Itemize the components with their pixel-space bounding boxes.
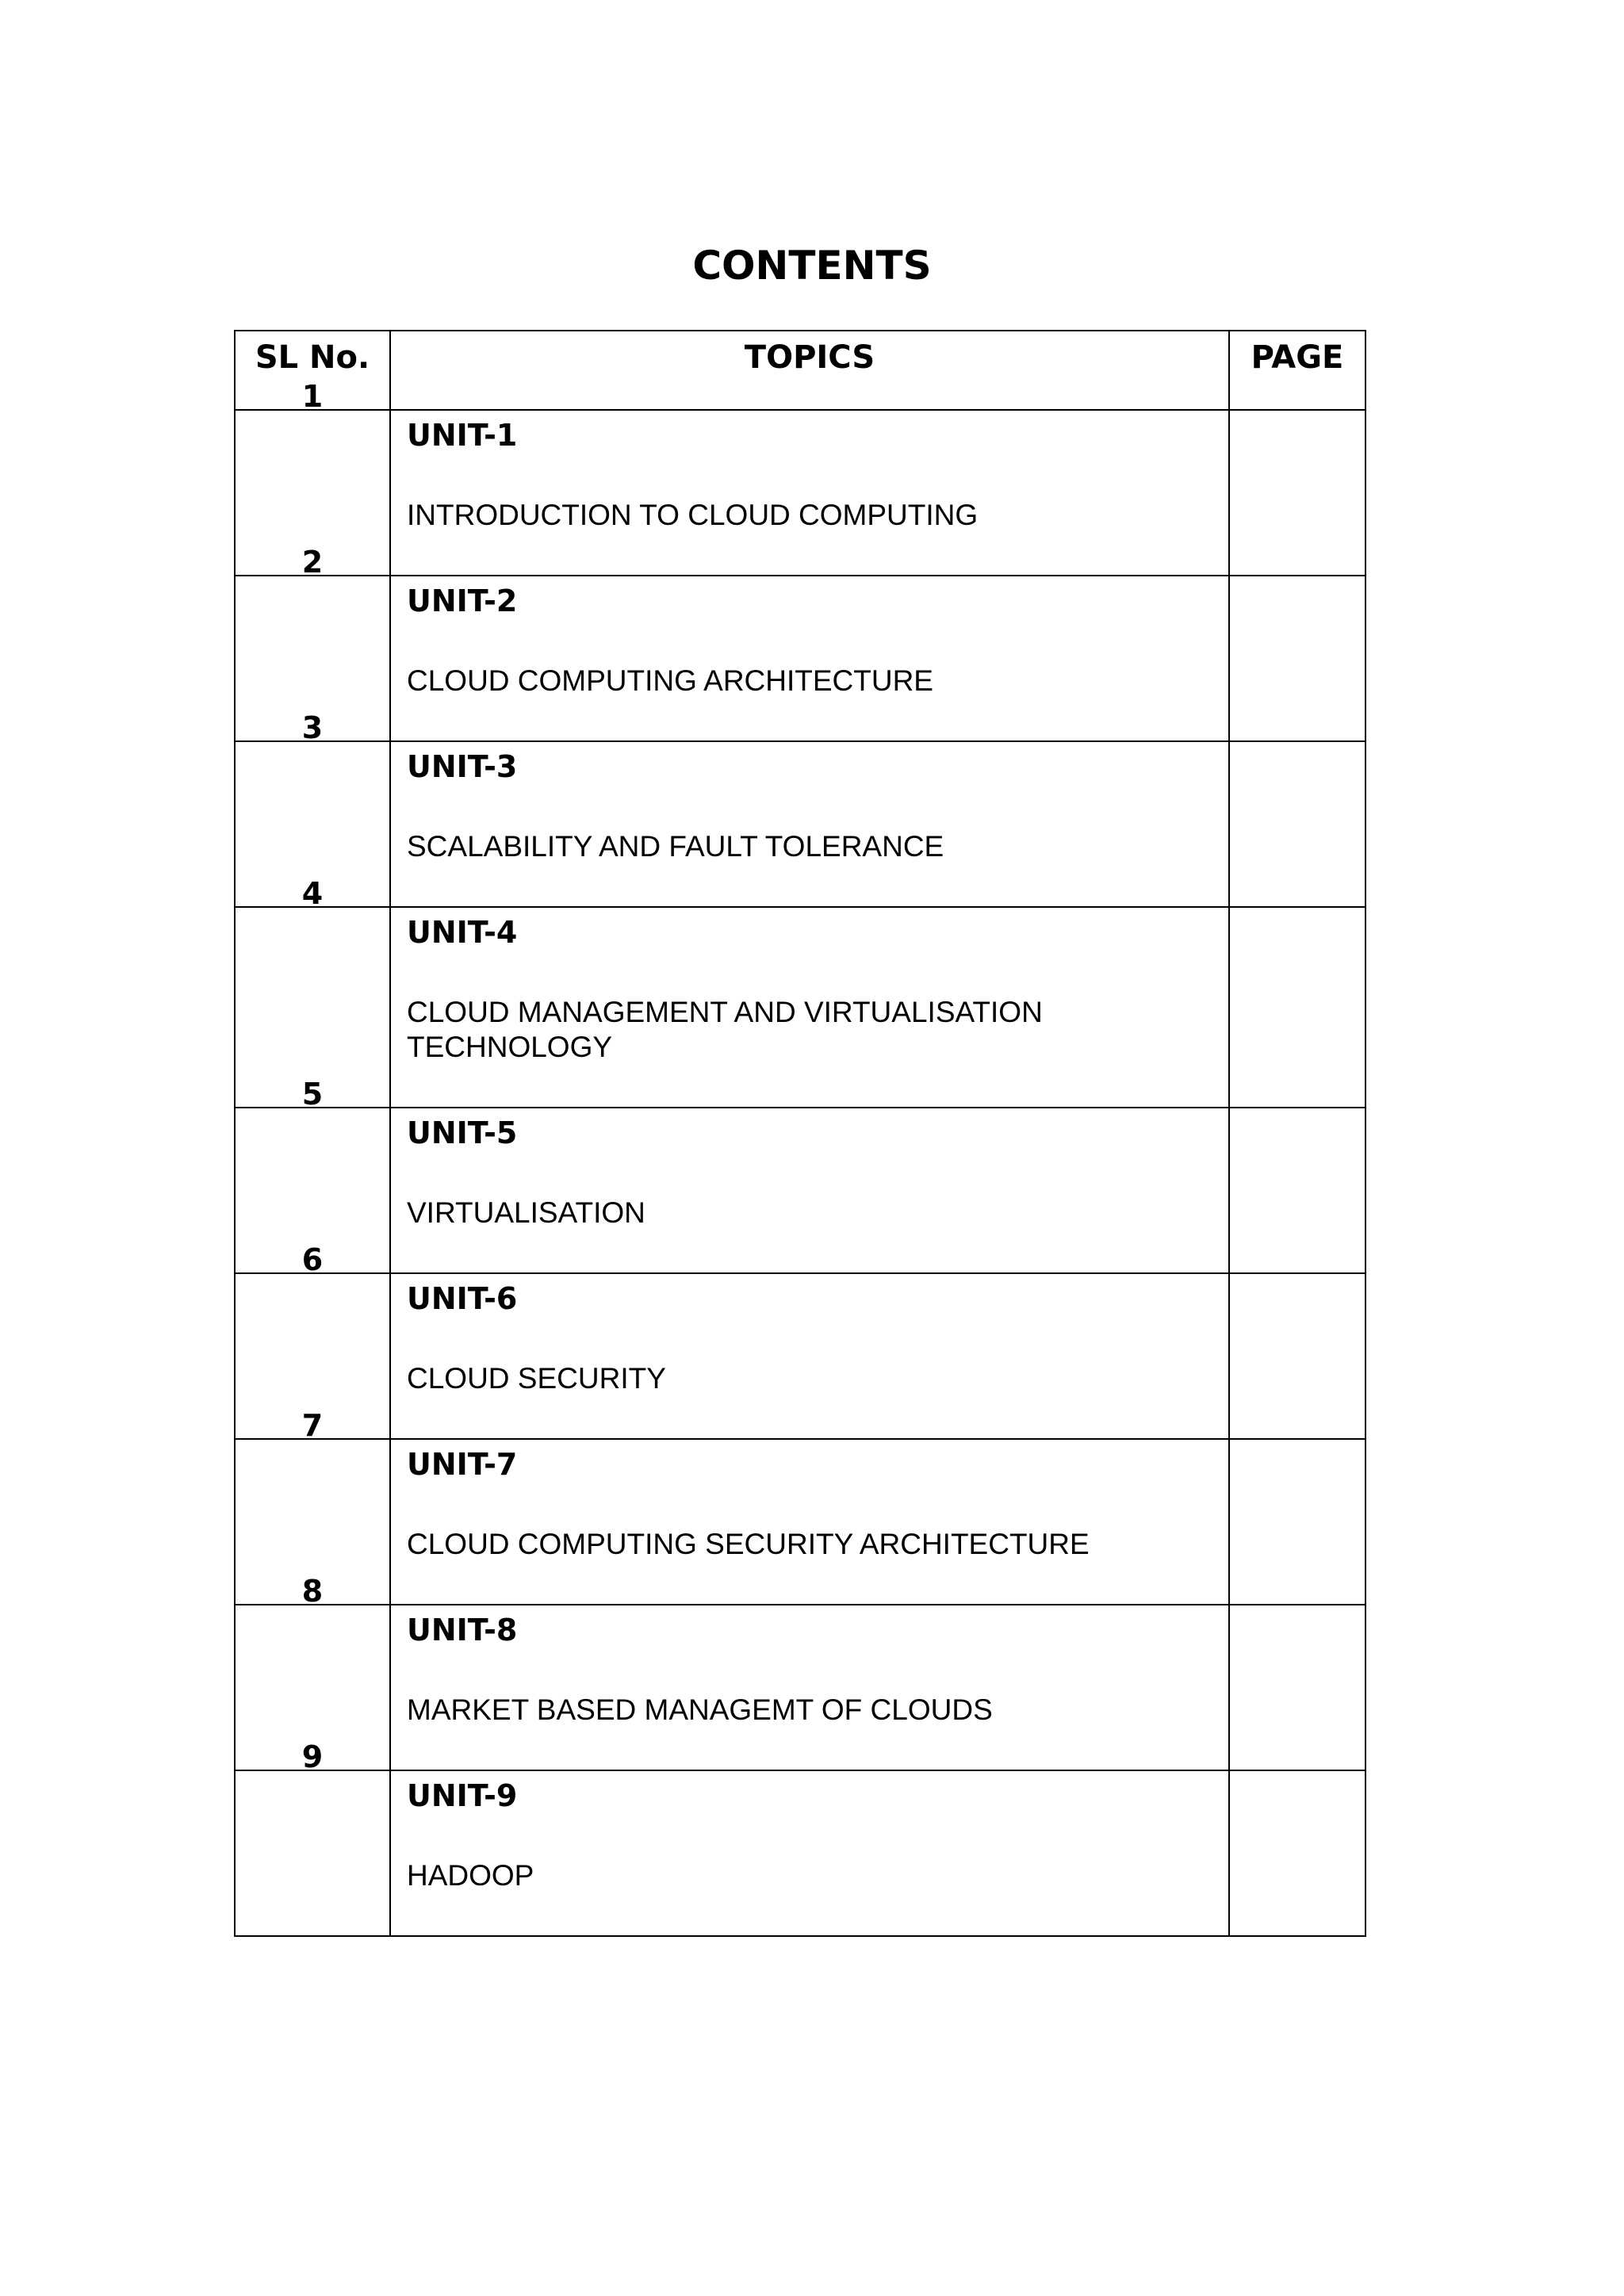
table-row [235,576,1365,741]
sl-number: 6 [301,1242,324,1277]
unit-label: UNIT-6 [407,1281,518,1316]
table-row [235,410,1365,576]
page-number-cell [1229,907,1365,1108]
topic-cell [390,1770,1229,1936]
table-row [235,1108,1365,1273]
topic-cell [390,1439,1229,1605]
unit-label: UNIT-4 [407,915,518,950]
topic-cell [390,410,1229,576]
header-row [235,331,1365,410]
page-number-cell [1229,576,1365,741]
topic-cell [390,1273,1229,1439]
topics-header: TOPICS [390,331,1229,410]
unit-label: UNIT-7 [407,1447,518,1482]
page-number-cell [1229,741,1365,907]
unit-label: UNIT-5 [407,1115,518,1150]
unit-label: UNIT-2 [407,584,518,618]
unit-label: UNIT-1 [407,418,518,453]
topic-cell [390,907,1229,1108]
sl-number: 5 [301,1077,324,1112]
topic-cell [390,1605,1229,1770]
page-header: PAGE [1229,331,1365,410]
topic-title: HADOOP [407,1859,534,1892]
page-number-cell [1229,1273,1365,1439]
table-row [235,1605,1365,1770]
table-row [235,1770,1365,1936]
table-body [235,379,1365,1936]
topic-title: CLOUD COMPUTING SECURITY ARCHITECTURE [407,1528,1090,1560]
sl-number: 2 [301,545,324,580]
unit-label: UNIT-9 [407,1778,518,1813]
sl-number: 4 [301,876,324,911]
topic-title: INTRODUCTION TO CLOUD COMPUTING [407,499,979,531]
contents-table [234,330,1366,1937]
page-title: CONTENTS [692,243,932,289]
topic-cell [390,741,1229,907]
topic-title: MARKET BASED MANAGEMT OF CLOUDS [407,1693,993,1726]
page-number-cell [1229,1439,1365,1605]
topic-title: CLOUD COMPUTING ARCHITECTURE [407,664,933,697]
topic-title: SCALABILITY AND FAULT TOLERANCE [407,830,944,863]
sl-number: 8 [301,1574,324,1609]
topic-cell [390,576,1229,741]
page-number-cell [1229,410,1365,576]
table-row [235,1439,1365,1605]
sl-number: 7 [301,1408,324,1443]
table-row [235,741,1365,907]
page-number-cell [1229,1605,1365,1770]
topic-title: CLOUD MANAGEMENT AND VIRTUALISATION TECHNOLOGY [407,996,1043,1063]
topic-title: VIRTUALISATION [407,1196,645,1229]
page-number-cell [1229,1770,1365,1936]
table-header [235,331,1365,410]
sl-number: 1 [301,379,324,414]
sl-number: 9 [301,1739,324,1774]
sl-number-cell [235,1739,390,1936]
table-row [235,1273,1365,1439]
topic-title: CLOUD SECURITY [407,1362,666,1395]
topic-cell [390,1108,1229,1273]
table-row [235,907,1365,1108]
page-number-cell [1229,1108,1365,1273]
unit-label: UNIT-8 [407,1613,518,1647]
sl-no-header: SL No. [235,331,390,410]
sl-number: 3 [301,710,324,745]
unit-label: UNIT-3 [407,749,518,784]
